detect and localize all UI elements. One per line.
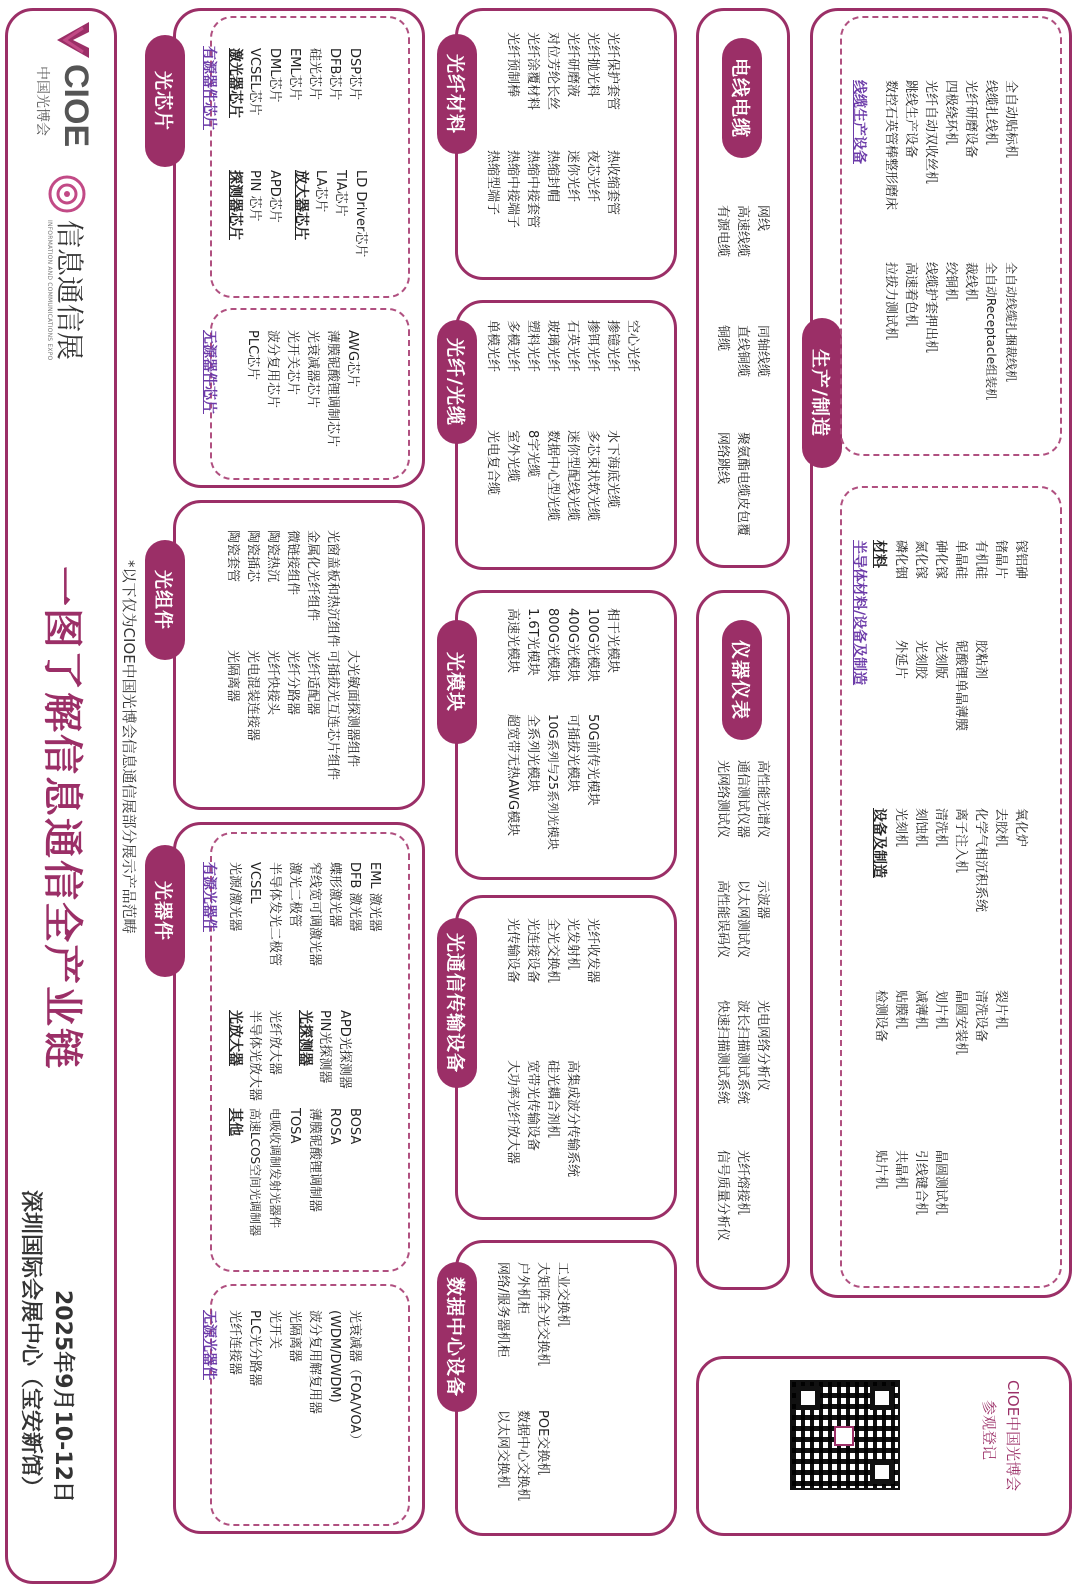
- qr-finder-bl: [796, 1386, 820, 1410]
- production-eq-item: 晶圆测试机: [933, 1150, 948, 1216]
- expo-logo: [25, 174, 95, 374]
- cioe-logo-cn: 中国光博会: [34, 66, 50, 136]
- production-line-item: 光纤研磨设备: [963, 80, 978, 159]
- production-mat-item: 砷化镓: [933, 540, 948, 580]
- production-line-item: 数控石英管棒整形磨床: [883, 80, 898, 211]
- transmission-item: 硅光耦合剂机: [545, 1060, 560, 1139]
- module-item: 100G光模块: [585, 608, 600, 682]
- production-eq-item: 裂片机: [993, 990, 1008, 1030]
- transmission-item: 光传输设备: [505, 918, 520, 984]
- chip-passive-item: 薄膜铌酸锂调制芯片: [325, 330, 340, 448]
- assembly-col2: [220, 650, 380, 810]
- production-line-item: 全自动Receptacle组装机: [984, 262, 998, 401]
- devices-other-title: 其他: [227, 1108, 243, 1136]
- fiber-cable-item: 单模光纤: [485, 320, 500, 373]
- instrument-item: 快速扫描测试系统: [715, 1000, 730, 1105]
- fiber-material-item: 光纤涂覆材料: [525, 32, 540, 111]
- production-line-item: 线缆扎线机: [983, 80, 998, 146]
- devices-passive-item: 光衰减器（FOA/VOA）: [347, 1310, 362, 1447]
- production-line-item: 裁线机: [963, 262, 978, 302]
- fiber-cable-item: 数据中心型光缆: [545, 430, 560, 522]
- fiber-material-tab: 光纤材料: [437, 34, 477, 154]
- instrument-item: 示波器: [755, 880, 770, 920]
- cable-item: 铜缆: [715, 325, 730, 352]
- devices-light-col: [224, 862, 394, 1012]
- devices-other-item: TOSA: [287, 1108, 302, 1144]
- transmission-tab: 光通信传输设备: [437, 918, 477, 1088]
- fiber-material-item: 光纤研磨液: [565, 32, 580, 98]
- chip-passive-item: 光衰减器芯片: [305, 330, 320, 409]
- chip-passive-title: 无源器件芯片: [201, 330, 217, 414]
- fiber-cable-item: 8字光缆: [525, 430, 540, 478]
- production-line-item: 绞铜机: [943, 262, 958, 302]
- production-eq-item: 贴膜机: [893, 990, 908, 1030]
- instrument-item: 光纤熔接机: [735, 1150, 750, 1216]
- devices-passive-item: PLC光分路器: [247, 1310, 262, 1387]
- devices-other-col: [224, 1108, 394, 1272]
- qr-finder-tr: [870, 1460, 894, 1484]
- instrument-item: 高性能光谱仪: [755, 760, 770, 839]
- instrument-col3: [710, 1000, 780, 1130]
- instrument-col1: [710, 760, 780, 870]
- production-line-item: 拉拔力测试机: [883, 262, 898, 341]
- production-eq-item: 减薄机: [913, 990, 928, 1030]
- chip-laser-item: DFB芯片: [327, 48, 342, 101]
- chip-amp-title: 放大器芯片: [293, 170, 309, 240]
- production-eq-item: 划片机: [933, 990, 948, 1030]
- devices-passive-item: 光纤连接器: [227, 1310, 242, 1376]
- devices-other-item: 电吸收调制发射光器件: [268, 1108, 282, 1229]
- chip-passive-item: 波分复用芯片: [265, 330, 280, 409]
- production-line-item: 高速着色机: [903, 262, 918, 328]
- assembly-tab: 光组件: [145, 540, 185, 660]
- transmission-item: 宽带光传输设备: [525, 1060, 540, 1152]
- production-line-col2: [880, 262, 1040, 452]
- datacenter-item: 工业交换机: [555, 1262, 570, 1328]
- production-line-item: 线缆护套押出机: [923, 262, 938, 354]
- production-eq-item: 氧化炉: [1013, 808, 1028, 848]
- production-line-col1: [880, 80, 1040, 240]
- module-item: 相干光模块: [605, 608, 620, 674]
- fiber-material-item: 热收缩套管: [605, 150, 620, 216]
- module-item: 800G光模块: [545, 608, 560, 682]
- production-line-item: 跳线生产设备: [903, 80, 918, 159]
- instrument-item: 光网络测试仪: [715, 760, 730, 839]
- datacenter-item: 大矩阵全光交换机: [535, 1262, 550, 1367]
- assembly-item: 光窗盖板和热沉组件: [325, 530, 340, 648]
- fiber-cable-item: 石英光纤: [565, 320, 580, 373]
- instrument-item: 光电网络分析仪: [755, 1000, 770, 1092]
- cable-col1: [710, 205, 780, 315]
- production-eq-item: 贴片机: [873, 1150, 888, 1190]
- chip-amp-item: LA芯片: [313, 170, 328, 213]
- transmission-item: 高集成波分传输系统: [565, 1060, 580, 1178]
- production-eq-title: 设备及制造: [871, 808, 887, 878]
- fiber-cable-tab: 光纤/光缆: [437, 320, 477, 444]
- production-mat-item: 单晶硅: [953, 540, 968, 580]
- transmission-item: 光发射机: [565, 918, 580, 971]
- devices-det-item: PIN光探测器: [317, 1010, 332, 1084]
- fiber-cable-item: 玻璃光纤: [545, 320, 560, 373]
- chip-det-item: PIN 芯片: [247, 170, 262, 222]
- production-eq-item: 光刻机: [893, 808, 908, 848]
- module-col1: [490, 608, 640, 718]
- fiber-cable-item: 空心光纤: [625, 320, 640, 373]
- instrument-col4: [710, 1150, 780, 1280]
- assembly-item: 光纤分路器: [285, 650, 300, 716]
- instrument-item: 以太网测试仪: [735, 880, 750, 959]
- devices-other-item: ROSA: [327, 1108, 342, 1145]
- chip-laser-item: DML芯片: [267, 48, 282, 103]
- chip-laser-item: 硅光芯片: [307, 48, 322, 101]
- chip-amp-item: LD Driver芯片: [353, 170, 368, 258]
- production-line-item: 光纤自动双收丝机: [923, 80, 938, 185]
- event-venue: 深圳国际会展中心（宝安新馆）: [18, 1190, 43, 1499]
- event-date: 2025年9月10-12日: [50, 1290, 75, 1503]
- fiber-cable-item: 掺铒光纤: [585, 320, 600, 373]
- cable-tab: 电线电缆: [722, 38, 762, 158]
- transmission-col1: [490, 918, 610, 1028]
- devices-passive-item: 光开关: [267, 1310, 282, 1350]
- fiber-cable-item: 多芯束状软光缆: [585, 430, 600, 522]
- exhibit-note: *以下仅为CIOE中国光博会信息通信展部分展示产品范畴: [120, 560, 138, 934]
- devices-light-item: 蝶形激光器: [327, 862, 342, 928]
- production-tab: 生产/制造: [802, 318, 842, 468]
- page-title: 一图了解信息通信全产业链: [39, 566, 85, 1070]
- module-tab: 光模块: [437, 620, 477, 744]
- fiber-cable-item: 迷你型配线光缆: [565, 430, 580, 522]
- cable-item: 直线铜缆: [735, 325, 750, 378]
- fiber-material-item: 光纤抛光料: [585, 32, 600, 98]
- production-mat-item: 胶粘剂: [973, 640, 988, 680]
- production-eq-item: 晶圆安装机: [953, 990, 968, 1056]
- module-item: 1.6T光模块: [525, 608, 540, 676]
- module-item: 50G前传光模块: [585, 714, 600, 806]
- module-col2: [490, 714, 640, 874]
- devices-other-item: BOSA: [347, 1108, 362, 1145]
- devices-passive-item: (WDM/DWDM): [327, 1310, 342, 1403]
- fiber-material-item: 光纤预制棒: [505, 32, 520, 98]
- cable-item: 网络跳线: [715, 432, 730, 485]
- assembly-item: 光纤适配器: [305, 650, 320, 716]
- chip-laser-item: DSP芯片: [347, 48, 362, 101]
- fiber-cable-item: 塑料光纤: [525, 320, 540, 373]
- module-item: 可插拔光模块: [565, 714, 580, 793]
- assembly-item: 大光敏面探测器组件: [345, 650, 360, 768]
- fiber-cable-col2: [480, 430, 650, 560]
- chip-passive-item: AWG芯片: [345, 330, 360, 388]
- fiber-material-col2: [480, 150, 640, 270]
- datacenter-col2: [490, 1410, 590, 1530]
- datacenter-item: 数据中心交换机: [515, 1410, 530, 1502]
- production-eq-col3: [870, 1150, 1040, 1270]
- fiber-material-item: 夜芯光纤: [585, 150, 600, 203]
- assembly-item: 光纤快接头: [265, 650, 280, 716]
- production-eq-col1: [890, 808, 1040, 968]
- production-mat-item: 锗晶片: [993, 540, 1008, 580]
- devices-light-item: EML 激光器: [367, 862, 382, 932]
- assembly-col1: [220, 530, 380, 670]
- transmission-item: 全光交换机: [545, 918, 560, 984]
- production-mat-col2: [890, 640, 1040, 780]
- datacenter-item: POE交换机: [535, 1410, 550, 1476]
- transmission-item: 大功率光纤放大器: [505, 1060, 520, 1165]
- chip-laser-item: VCSEL芯片: [247, 48, 262, 116]
- chip-active-title: 有源器件芯片: [201, 46, 217, 130]
- fiber-material-col1: [500, 32, 640, 162]
- instrument-item: 通信测试仪器: [735, 760, 750, 839]
- fiber-material-item: 迷你光纤: [565, 150, 580, 203]
- devices-passive-col: [224, 1310, 394, 1510]
- devices-passive-item: 光隔离器: [287, 1310, 302, 1363]
- qr-center-logo-icon: [834, 1426, 854, 1446]
- production-mat-item: 铌酸锂单晶薄膜: [953, 640, 968, 732]
- expo-logo-icon: [47, 174, 87, 214]
- cioe-logo-text: CIOE: [57, 64, 95, 148]
- production-eq-item: 清洗机: [933, 808, 948, 848]
- assembly-item: 陶瓷套管: [225, 530, 240, 583]
- datacenter-item: 以太网交换机: [495, 1410, 510, 1489]
- datacenter-item: 网络/服务器机柜: [495, 1262, 510, 1358]
- devices-light-item: 窄线宽可调激光器: [307, 862, 322, 967]
- devices-det-title: 光探测器: [297, 1010, 313, 1066]
- devices-light-item: 半导体发光二极管: [267, 862, 282, 967]
- cable-item: 同轴线缆: [755, 325, 770, 378]
- chip-amp-item: TIA芯片: [333, 170, 348, 217]
- module-item: 10G系列与25系列光模块: [546, 714, 560, 850]
- production-eq-item: 检测设备: [873, 990, 888, 1043]
- expo-name-en: INFORMATION AND COMMUNICATIONS EXPO: [46, 220, 53, 361]
- datacenter-item: 户外机柜: [515, 1262, 530, 1315]
- fiber-material-item: 对位芳纶长丝: [545, 32, 560, 111]
- fiber-material-item: 热缩型端子: [485, 150, 500, 216]
- assembly-item: 陶瓷热沉: [265, 530, 280, 583]
- devices-other-item: 薄膜铌酸锂调制器: [307, 1108, 322, 1213]
- chip-det-item: APD芯片: [267, 170, 282, 223]
- module-item: 400G光模块: [565, 608, 580, 682]
- production-eq-col2: [870, 990, 1040, 1110]
- instrument-col2: [710, 880, 780, 990]
- devices-light-title: 光源/激光器: [227, 862, 242, 932]
- cable-item: 网线: [755, 205, 770, 232]
- chip-passive-col: [230, 330, 380, 480]
- fiber-cable-item: 光电复合缆: [485, 430, 500, 496]
- qr-code[interactable]: [790, 1380, 900, 1490]
- fiber-material-item: 热缩封帽: [545, 150, 560, 203]
- assembly-item: 金属化光纤组件: [305, 530, 320, 622]
- fiber-cable-col1: [480, 320, 650, 430]
- assembly-item: 陶瓷插芯: [245, 530, 260, 583]
- assembly-item: 可插拔光互连芯片组件: [325, 650, 340, 781]
- devices-light-item: VCSEL: [247, 862, 262, 904]
- cable-col3: [710, 432, 780, 562]
- transmission-item: 光连接设备: [525, 918, 540, 984]
- devices-light-item: DFB 激光器: [347, 862, 362, 932]
- production-line-item: 四极绕环机: [943, 80, 958, 146]
- production-eq-item: 离子注入机: [953, 808, 968, 874]
- fiber-cable-item: 水下海底光缆: [605, 430, 620, 509]
- instrument-item: 信号质量分析仪: [715, 1150, 730, 1242]
- production-mat-item: 镓铝砷: [1013, 540, 1028, 580]
- devices-amp-title: 光放大器: [227, 1010, 243, 1066]
- cable-item: 有源电缆: [715, 205, 730, 258]
- fiber-cable-item: 掺镱光纤: [605, 320, 620, 373]
- production-mat-item: 有机硅: [973, 540, 988, 580]
- module-item: 超宽带无热AWG模块: [505, 714, 520, 837]
- production-eq-item: 化学气相沉积系统: [973, 808, 988, 913]
- fiber-material-item: 热缩中接套管: [525, 150, 540, 229]
- fiber-material-item: 热缩中接端子: [505, 150, 520, 229]
- module-item: 高速光模块: [505, 608, 520, 674]
- devices-det-item: APD光探测器: [337, 1010, 352, 1089]
- fiber-material-item: 光纤保护套管: [605, 32, 620, 111]
- chip-tab: 光芯片: [145, 35, 185, 167]
- fiber-cable-item: 多模光纤: [505, 320, 520, 373]
- instrument-tab: 仪器仪表: [722, 620, 762, 740]
- chip-det-title: 探测器芯片: [227, 170, 243, 240]
- fiber-cable-item: 室外光缆: [505, 430, 520, 483]
- datacenter-col1: [490, 1262, 590, 1392]
- production-mat-item: 磷化铟: [893, 540, 908, 580]
- production-line-item: 全自动线缆扎捆裁线机: [1004, 262, 1018, 383]
- production-eq-item: 共晶机: [893, 1150, 908, 1190]
- register-label[interactable]: 参观登记: [980, 1400, 998, 1461]
- instrument-item: 高性能误码仪: [715, 880, 730, 959]
- chip-laser-col: [226, 48, 396, 168]
- production-mat-title: 材料: [871, 540, 887, 568]
- production-mat-item: 外延片: [893, 640, 908, 680]
- production-line-item: 全自动贴标机: [1003, 80, 1018, 159]
- devices-active-title: 有源光器件: [201, 862, 217, 932]
- cioe-logo-icon: [51, 18, 95, 62]
- register-brand: CIOE中国光博会: [1004, 1380, 1022, 1492]
- cable-item: 高速线缆: [735, 205, 750, 258]
- transmission-item: 光纤收发器: [585, 918, 600, 984]
- cable-col2: [710, 325, 780, 435]
- chip-passive-item: PLC芯片: [245, 330, 260, 381]
- production-line-title: 线缆生产设备: [851, 80, 867, 164]
- devices-passive-title: 无源光器件: [201, 1310, 217, 1380]
- module-item: 全系列光模块: [525, 714, 540, 793]
- instrument-item: 波长扫描测试系统: [735, 1000, 750, 1105]
- chip-det-col: [226, 170, 396, 290]
- cable-item: 聚氨酯电缆皮包覆: [735, 432, 750, 537]
- production-eq-item: 去胶机: [993, 808, 1008, 848]
- devices-passive-item: 波分复用解复用器: [307, 1310, 322, 1415]
- expo-name: 信息通信展: [53, 220, 86, 361]
- production-mat-item: 光刻版: [933, 640, 948, 680]
- chip-laser-title: 激光器芯片: [227, 48, 243, 118]
- devices-amp-item: 光纤放大器: [267, 1010, 282, 1076]
- devices-light-item: 激光二极管: [287, 862, 302, 928]
- production-mat-item: 光刻胶: [913, 640, 928, 680]
- production-semi-title: 半导体材料/设备及制造: [851, 540, 867, 686]
- assembly-item: 微链接组件: [285, 530, 300, 596]
- assembly-item: 光电混装连接器: [245, 650, 260, 742]
- devices-other-item: 高速LCOS空间光调制器: [248, 1108, 262, 1237]
- production-eq-item: 清洗设备: [973, 990, 988, 1043]
- chip-passive-item: 光开关芯片: [285, 330, 300, 396]
- production-eq-item: 引线键合机: [913, 1150, 928, 1216]
- datacenter-tab: 数据中心设备: [437, 1262, 477, 1412]
- production-eq-item: 刻蚀机: [913, 808, 928, 848]
- production-mat-col1: [890, 540, 1040, 620]
- cioe-logo: [25, 16, 95, 156]
- transmission-col2: [490, 1060, 610, 1210]
- devices-amp-item: 半导体光放大器: [247, 1010, 262, 1102]
- devices-tab: 光器件: [145, 845, 185, 977]
- chip-laser-item: EML芯片: [287, 48, 302, 101]
- qr-finder-tl: [870, 1386, 894, 1410]
- production-mat-item: 氮化镓: [913, 540, 928, 580]
- assembly-item: 光隔离器: [225, 650, 240, 703]
